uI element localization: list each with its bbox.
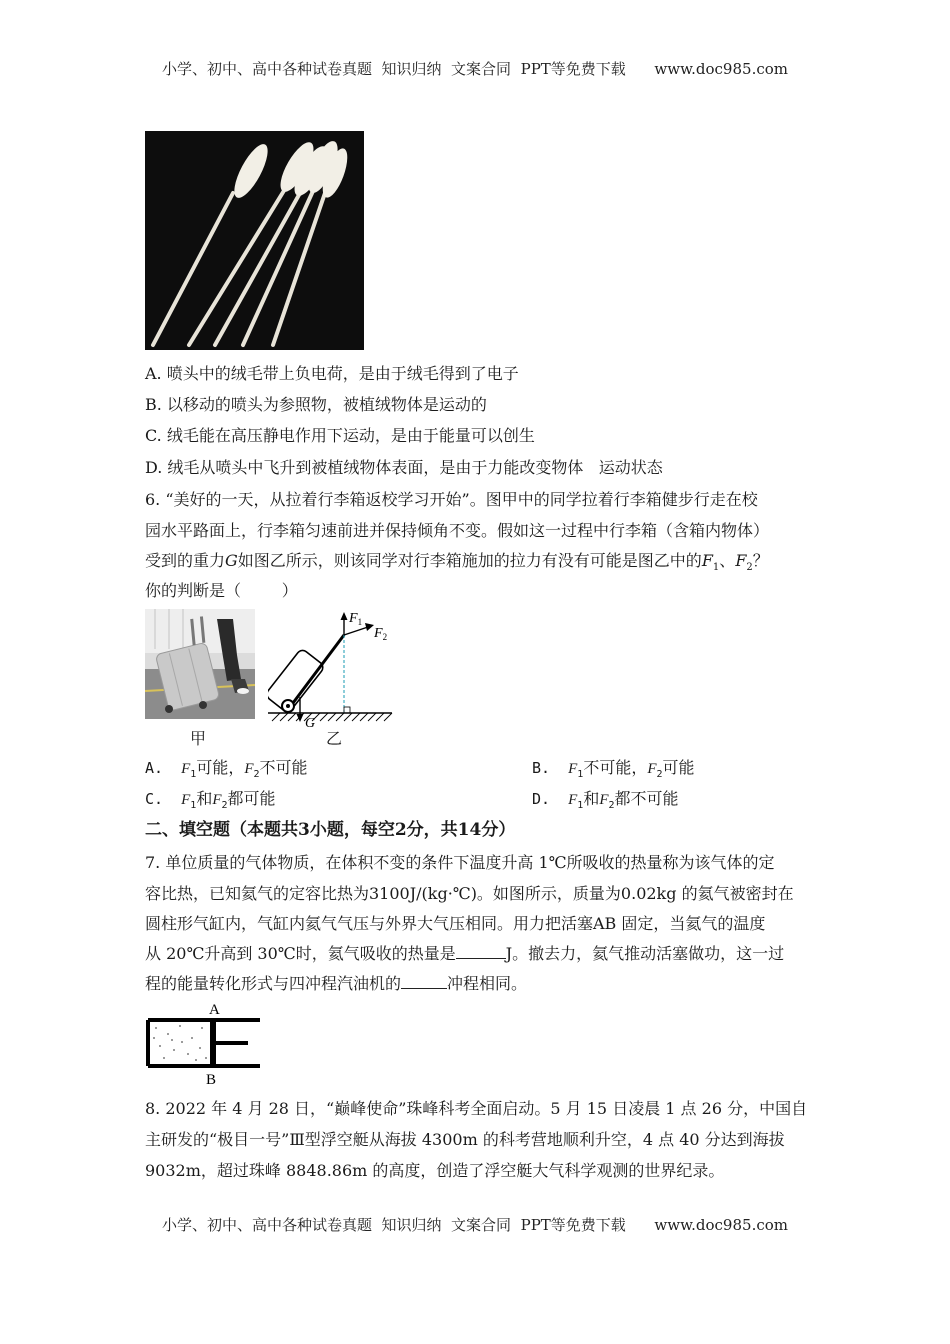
q7-line-2: 容比热，已知氦气的定容比热为3100J/(kg·℃)。如图所示，质量为0.02kg 的氦气被密封在 [145,884,794,903]
force-diagram [268,609,398,741]
page-header: 小学、初中、高中各种试卷真题 知识归纳 文案合同 PPT等免费下载 www.doc985.com [161,60,788,78]
q7-blank-2 [401,974,447,989]
q8-line-1: 8. 2022 年 4 月 28 日，“巅峰使命”珠峰科考全面启动。5 月 15 日凌晨 1 点 26 分，中国自 [145,1099,808,1118]
q7-line-1: 7. 单位质量的气体物质，在体积不变的条件下温度升高 1℃所吸收的热量称为该气体的定 [145,853,775,872]
q6-line-4: 你的判断是（ ） [145,581,298,600]
q7-line-3: 圆柱形气缸内，气缸内氦气气压与外界大气压相同。用力把活塞AB 固定，当氦气的温度 [145,914,766,933]
q5-option-c: C. 绒毛能在高压静电作用下运动，是由于能量可以创生 [145,426,535,445]
f1-label: $F_1$ [349,611,363,627]
figure-jia-caption: 甲 [190,729,207,748]
q7-line-4: 从 20℃升高到 30℃时，氦气吸收的热量是 J。撤去力，氦气推动活塞做功，这一过 [145,944,785,963]
q5-option-d: D. 绒毛从喷头中飞升到被植绒物体表面，是由于力能改变物体 运动状态 [145,458,663,477]
q8-line-2: 主研发的“极目一号”Ⅲ型浮空艇从海拔 4300m 的科考营地顺利升空，4 点 40 分达到海拔 [145,1130,785,1149]
q7-blank-1 [456,944,506,959]
q6-option-c: C. $F_1$和$F_2$都可能 [145,789,276,811]
suitcase-photo [145,609,255,719]
g-label: G [305,716,316,731]
f2-label: $F_2$ [374,626,388,642]
piston-label-b: B [206,1072,217,1088]
cylinder-diagram [144,998,264,1090]
figure-yi-caption: 乙 [326,729,343,748]
q8-line-3: 9032m，超过珠峰 8848.86m 的高度，创造了浮空艇大气科学观测的世界纪录。 [145,1161,725,1180]
q5-option-a: A. 喷头中的绒毛带上负电荷，是由于绒毛得到了电子 [145,364,519,383]
q5-option-b: B. 以移动的喷头为参照物，被植绒物体是运动的 [145,395,487,414]
q6-option-a: A. $F_1$可能，$F_2$不可能 [145,758,308,780]
swab-photo [145,131,364,350]
q6-line-3: 受到的重力G如图乙所示，则该同学对行李箱施加的拉力有没有可能是图乙中的$F_1$、$F_2$？ [145,551,769,574]
q6-option-d: D. $F_1$和$F_2$都不可能 [532,789,679,811]
page-footer: 小学、初中、高中各种试卷真题 知识归纳 文案合同 PPT等免费下载 www.doc985.com [161,1216,788,1234]
section-2-title: 二、填空题（本题共3小题，每空2分，共14分） [145,820,516,840]
q6-option-b: B. $F_1$不可能，$F_2$可能 [532,758,695,780]
q6-line-1: 6. “美好的一天，从拉着行李箱返校学习开始”。图甲中的同学拉着行李箱健步行走在校 [145,490,758,509]
q7-line-5: 程的能量转化形式与四冲程汽油机的 冲程相同。 [145,974,528,993]
q6-line-2: 园水平路面上，行李箱匀速前进并保持倾角不变。假如这一过程中行李箱（含箱内物体） [145,521,770,540]
piston-label-a: A [209,1002,220,1018]
